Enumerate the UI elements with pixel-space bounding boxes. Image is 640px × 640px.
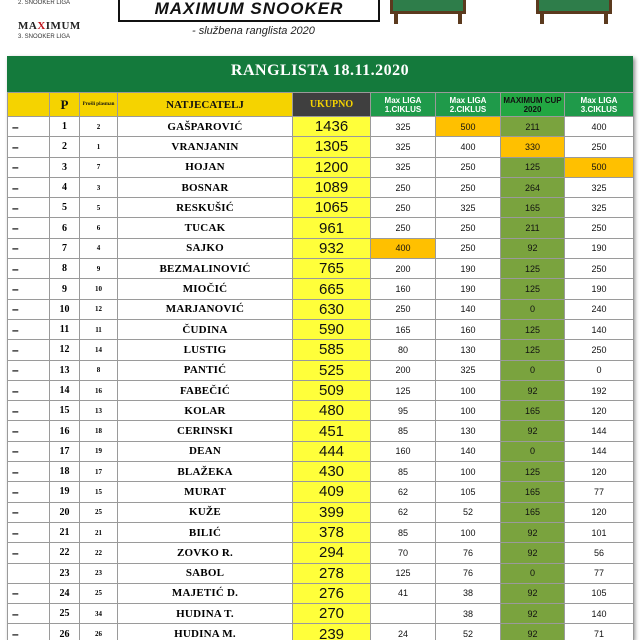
cup-points: 92 bbox=[501, 624, 565, 640]
position-cell: 10 bbox=[50, 299, 80, 319]
previous-position-cell: 6 bbox=[80, 218, 118, 238]
liga3-points: 56 bbox=[565, 543, 634, 563]
header-position: P bbox=[50, 93, 80, 117]
total-points: 1065 bbox=[293, 198, 371, 218]
total-points: 444 bbox=[293, 441, 371, 461]
liga2-points: 250 bbox=[436, 157, 501, 177]
position-cell: 16 bbox=[50, 421, 80, 441]
cup-points: 125 bbox=[501, 340, 565, 360]
liga1-points: 85 bbox=[371, 421, 436, 441]
competitor-name: MARJANOVIĆ bbox=[118, 299, 293, 319]
table-row bbox=[8, 401, 634, 421]
liga3-points: 120 bbox=[565, 401, 634, 421]
liga3-points: 144 bbox=[565, 421, 634, 441]
competitor-name: KUŽE bbox=[118, 502, 293, 522]
cup-points: 92 bbox=[501, 604, 565, 624]
cup-points: 165 bbox=[501, 198, 565, 218]
position-cell: 11 bbox=[50, 319, 80, 339]
position-cell: 5 bbox=[50, 198, 80, 218]
previous-position-cell: 3 bbox=[80, 177, 118, 197]
liga1-points: 62 bbox=[371, 482, 436, 502]
liga1-points: 85 bbox=[371, 522, 436, 542]
liga2-points: 325 bbox=[436, 360, 501, 380]
liga2-points: 190 bbox=[436, 279, 501, 299]
liga2-points: 130 bbox=[436, 421, 501, 441]
total-points: 430 bbox=[293, 462, 371, 482]
previous-position-cell: 26 bbox=[80, 624, 118, 640]
logo-top-caption: 2. SNOOKER LIGA bbox=[18, 0, 71, 6]
liga1-points: 160 bbox=[371, 279, 436, 299]
position-cell: 4 bbox=[50, 177, 80, 197]
table-row bbox=[8, 482, 634, 502]
liga3-points: 77 bbox=[565, 563, 634, 583]
competitor-name: HUDINA M. bbox=[118, 624, 293, 640]
position-cell: 20 bbox=[50, 502, 80, 522]
cup-points: 125 bbox=[501, 157, 565, 177]
table-header-row bbox=[8, 93, 634, 117]
table-row bbox=[8, 583, 634, 603]
table-row bbox=[8, 259, 634, 279]
previous-position-cell: 10 bbox=[80, 279, 118, 299]
trend-marker: – bbox=[8, 177, 50, 197]
liga3-points: 500 bbox=[565, 157, 634, 177]
table-row bbox=[8, 380, 634, 400]
liga3-points: 144 bbox=[565, 441, 634, 461]
competitor-name: MURAT bbox=[118, 482, 293, 502]
liga2-points: 190 bbox=[436, 259, 501, 279]
position-cell: 19 bbox=[50, 482, 80, 502]
position-cell: 17 bbox=[50, 441, 80, 461]
total-points: 399 bbox=[293, 502, 371, 522]
previous-position-cell: 23 bbox=[80, 563, 118, 583]
total-points: 932 bbox=[293, 238, 371, 258]
trend-marker: – bbox=[8, 360, 50, 380]
liga3-points: 190 bbox=[565, 238, 634, 258]
liga2-points: 100 bbox=[436, 522, 501, 542]
previous-position-cell: 25 bbox=[80, 583, 118, 603]
liga1-points: 160 bbox=[371, 441, 436, 461]
trend-marker: – bbox=[8, 299, 50, 319]
trend-marker: – bbox=[8, 421, 50, 441]
liga2-points: 100 bbox=[436, 401, 501, 421]
position-cell: 24 bbox=[50, 583, 80, 603]
table-row bbox=[8, 299, 634, 319]
trend-marker: – bbox=[8, 157, 50, 177]
cup-points: 92 bbox=[501, 543, 565, 563]
position-cell: 12 bbox=[50, 340, 80, 360]
table-leg bbox=[540, 14, 544, 24]
table-leg bbox=[604, 14, 608, 24]
cup-points: 165 bbox=[501, 482, 565, 502]
competitor-name: RESKUŠIĆ bbox=[118, 198, 293, 218]
liga2-points: 140 bbox=[436, 299, 501, 319]
liga2-points: 105 bbox=[436, 482, 501, 502]
liga1-points: 325 bbox=[371, 117, 436, 137]
liga1-points: 95 bbox=[371, 401, 436, 421]
trend-marker: – bbox=[8, 380, 50, 400]
position-cell: 25 bbox=[50, 604, 80, 624]
page-title: MAXIMUM SNOOKER bbox=[154, 0, 344, 18]
competitor-name: ZOVKO R. bbox=[118, 543, 293, 563]
liga1-points: 70 bbox=[371, 543, 436, 563]
liga3-points: 120 bbox=[565, 502, 634, 522]
liga1-points: 250 bbox=[371, 299, 436, 319]
competitor-name: HUDINA T. bbox=[118, 604, 293, 624]
table-row bbox=[8, 502, 634, 522]
previous-position-cell: 17 bbox=[80, 462, 118, 482]
ranking-body bbox=[8, 117, 634, 640]
liga2-points: 160 bbox=[436, 319, 501, 339]
position-cell: 15 bbox=[50, 401, 80, 421]
liga2-points: 400 bbox=[436, 137, 501, 157]
liga3-points: 105 bbox=[565, 583, 634, 603]
position-cell: 23 bbox=[50, 563, 80, 583]
competitor-name: DEAN bbox=[118, 441, 293, 461]
previous-position-cell: 5 bbox=[80, 198, 118, 218]
liga2-points: 325 bbox=[436, 198, 501, 218]
liga2-points: 500 bbox=[436, 117, 501, 137]
previous-position-cell: 1 bbox=[80, 137, 118, 157]
previous-position-cell: 11 bbox=[80, 319, 118, 339]
table-row bbox=[8, 157, 634, 177]
liga2-points: 250 bbox=[436, 218, 501, 238]
total-points: 1436 bbox=[293, 117, 371, 137]
previous-position-cell: 34 bbox=[80, 604, 118, 624]
cup-points: 165 bbox=[501, 401, 565, 421]
header-dash bbox=[8, 93, 50, 117]
previous-position-cell: 9 bbox=[80, 259, 118, 279]
liga1-points bbox=[371, 604, 436, 624]
liga3-points: 77 bbox=[565, 482, 634, 502]
cup-points: 0 bbox=[501, 360, 565, 380]
cup-points: 211 bbox=[501, 218, 565, 238]
position-cell: 9 bbox=[50, 279, 80, 299]
previous-position-cell: 21 bbox=[80, 522, 118, 542]
table-row bbox=[8, 522, 634, 542]
cup-points: 92 bbox=[501, 238, 565, 258]
position-cell: 14 bbox=[50, 380, 80, 400]
cup-points: 330 bbox=[501, 137, 565, 157]
header-previous: Prošli plasman bbox=[80, 93, 118, 117]
trend-marker: – bbox=[8, 462, 50, 482]
total-points: 239 bbox=[293, 624, 371, 640]
table-row bbox=[8, 624, 634, 640]
position-cell: 26 bbox=[50, 624, 80, 640]
position-cell: 21 bbox=[50, 522, 80, 542]
cup-points: 92 bbox=[501, 583, 565, 603]
liga1-points: 200 bbox=[371, 360, 436, 380]
liga3-points: 240 bbox=[565, 299, 634, 319]
page-header bbox=[0, 0, 640, 56]
trend-marker: – bbox=[8, 583, 50, 603]
table-row bbox=[8, 117, 634, 137]
header-cup: MAXIMUM CUP 2020 bbox=[501, 93, 565, 117]
liga2-points: 100 bbox=[436, 380, 501, 400]
liga2-points: 140 bbox=[436, 441, 501, 461]
table-leg bbox=[394, 14, 398, 24]
position-cell: 22 bbox=[50, 543, 80, 563]
liga2-points: 38 bbox=[436, 583, 501, 603]
liga3-points: 325 bbox=[565, 177, 634, 197]
liga3-points: 101 bbox=[565, 522, 634, 542]
competitor-name: PANTIĆ bbox=[118, 360, 293, 380]
cup-points: 0 bbox=[501, 299, 565, 319]
liga2-points: 250 bbox=[436, 177, 501, 197]
cup-points: 0 bbox=[501, 441, 565, 461]
total-points: 451 bbox=[293, 421, 371, 441]
liga2-points: 38 bbox=[436, 604, 501, 624]
total-points: 590 bbox=[293, 319, 371, 339]
previous-position-cell: 7 bbox=[80, 157, 118, 177]
competitor-name: MIOČIĆ bbox=[118, 279, 293, 299]
trend-marker: – bbox=[8, 238, 50, 258]
liga3-points: 250 bbox=[565, 218, 634, 238]
liga3-points: 400 bbox=[565, 117, 634, 137]
position-cell: 1 bbox=[50, 117, 80, 137]
trend-marker: – bbox=[8, 137, 50, 157]
cup-points: 264 bbox=[501, 177, 565, 197]
cup-points: 125 bbox=[501, 279, 565, 299]
position-cell: 13 bbox=[50, 360, 80, 380]
competitor-name: LUSTIG bbox=[118, 340, 293, 360]
previous-position-cell: 14 bbox=[80, 340, 118, 360]
cup-points: 92 bbox=[501, 421, 565, 441]
total-points: 1200 bbox=[293, 157, 371, 177]
liga1-points: 41 bbox=[371, 583, 436, 603]
previous-position-cell: 4 bbox=[80, 238, 118, 258]
total-points: 480 bbox=[293, 401, 371, 421]
liga3-points: 140 bbox=[565, 604, 634, 624]
liga3-points: 250 bbox=[565, 340, 634, 360]
competitor-name: CERINSKI bbox=[118, 421, 293, 441]
logo-mark-part: MA bbox=[18, 20, 38, 32]
total-points: 1089 bbox=[293, 177, 371, 197]
trend-marker: – bbox=[8, 604, 50, 624]
table-felt bbox=[536, 0, 612, 14]
competitor-name: KOLAR bbox=[118, 401, 293, 421]
total-points: 509 bbox=[293, 380, 371, 400]
header-liga1: Max LIGA 1.CIKLUS bbox=[371, 93, 436, 117]
competitor-name: BEZMALINOVIĆ bbox=[118, 259, 293, 279]
table-row bbox=[8, 279, 634, 299]
liga3-points: 192 bbox=[565, 380, 634, 400]
trend-marker: – bbox=[8, 441, 50, 461]
liga3-points: 71 bbox=[565, 624, 634, 640]
previous-position-cell: 13 bbox=[80, 401, 118, 421]
total-points: 378 bbox=[293, 522, 371, 542]
competitor-name: BOSNAR bbox=[118, 177, 293, 197]
total-points: 525 bbox=[293, 360, 371, 380]
snooker-table-icon bbox=[528, 0, 620, 24]
ranking-panel bbox=[7, 56, 633, 640]
cup-points: 125 bbox=[501, 259, 565, 279]
liga2-points: 52 bbox=[436, 624, 501, 640]
previous-position-cell: 25 bbox=[80, 502, 118, 522]
maximum-logo bbox=[18, 20, 81, 32]
cup-points: 92 bbox=[501, 522, 565, 542]
trend-marker: – bbox=[8, 624, 50, 640]
logo-sub-caption: 3. SNOOKER LIGA bbox=[18, 34, 71, 40]
cup-points: 165 bbox=[501, 502, 565, 522]
liga3-points: 325 bbox=[565, 198, 634, 218]
table-row bbox=[8, 441, 634, 461]
title-box bbox=[118, 0, 380, 22]
total-points: 765 bbox=[293, 259, 371, 279]
competitor-name: BLAŽEKA bbox=[118, 462, 293, 482]
table-row bbox=[8, 604, 634, 624]
trend-marker: – bbox=[8, 259, 50, 279]
total-points: 409 bbox=[293, 482, 371, 502]
competitor-name: ČUDINA bbox=[118, 319, 293, 339]
table-felt bbox=[390, 0, 466, 14]
trend-marker: – bbox=[8, 543, 50, 563]
liga2-points: 130 bbox=[436, 340, 501, 360]
trend-marker: – bbox=[8, 482, 50, 502]
header-total: UKUPNO bbox=[293, 93, 371, 117]
liga2-points: 76 bbox=[436, 543, 501, 563]
liga1-points: 250 bbox=[371, 177, 436, 197]
table-row bbox=[8, 319, 634, 339]
table-row bbox=[8, 421, 634, 441]
previous-position-cell: 12 bbox=[80, 299, 118, 319]
total-points: 1305 bbox=[293, 137, 371, 157]
logo-mark-x: X bbox=[37, 20, 46, 32]
table-row bbox=[8, 218, 634, 238]
competitor-name: HOJAN bbox=[118, 157, 293, 177]
liga1-points: 125 bbox=[371, 563, 436, 583]
table-row bbox=[8, 198, 634, 218]
page-subtitle: - službena ranglista 2020 bbox=[192, 25, 315, 37]
trend-marker: – bbox=[8, 218, 50, 238]
trend-marker: – bbox=[8, 117, 50, 137]
liga1-points: 400 bbox=[371, 238, 436, 258]
total-points: 270 bbox=[293, 604, 371, 624]
liga3-points: 190 bbox=[565, 279, 634, 299]
liga2-points: 100 bbox=[436, 462, 501, 482]
table-row bbox=[8, 238, 634, 258]
liga1-points: 325 bbox=[371, 137, 436, 157]
trend-marker bbox=[8, 563, 50, 583]
previous-position-cell: 8 bbox=[80, 360, 118, 380]
liga1-points: 200 bbox=[371, 259, 436, 279]
trend-marker: – bbox=[8, 319, 50, 339]
competitor-name: BILIĆ bbox=[118, 522, 293, 542]
table-row bbox=[8, 543, 634, 563]
liga1-points: 24 bbox=[371, 624, 436, 640]
trend-marker: – bbox=[8, 198, 50, 218]
total-points: 630 bbox=[293, 299, 371, 319]
liga1-points: 325 bbox=[371, 157, 436, 177]
position-cell: 8 bbox=[50, 259, 80, 279]
liga1-points: 165 bbox=[371, 319, 436, 339]
liga1-points: 85 bbox=[371, 462, 436, 482]
competitor-name: MAJETIĆ D. bbox=[118, 583, 293, 603]
total-points: 294 bbox=[293, 543, 371, 563]
position-cell: 3 bbox=[50, 157, 80, 177]
previous-position-cell: 16 bbox=[80, 380, 118, 400]
total-points: 276 bbox=[293, 583, 371, 603]
liga1-points: 125 bbox=[371, 380, 436, 400]
table-row bbox=[8, 462, 634, 482]
liga2-points: 250 bbox=[436, 238, 501, 258]
trend-marker: – bbox=[8, 522, 50, 542]
table-row bbox=[8, 340, 634, 360]
total-points: 278 bbox=[293, 563, 371, 583]
liga3-points: 0 bbox=[565, 360, 634, 380]
previous-position-cell: 18 bbox=[80, 421, 118, 441]
total-points: 585 bbox=[293, 340, 371, 360]
liga1-points: 80 bbox=[371, 340, 436, 360]
header-competitor: NATJECATELJ bbox=[118, 93, 293, 117]
trend-marker: – bbox=[8, 340, 50, 360]
liga1-points: 250 bbox=[371, 218, 436, 238]
position-cell: 6 bbox=[50, 218, 80, 238]
total-points: 665 bbox=[293, 279, 371, 299]
liga3-points: 120 bbox=[565, 462, 634, 482]
liga1-points: 250 bbox=[371, 198, 436, 218]
total-points: 961 bbox=[293, 218, 371, 238]
header-liga3: Max LIGA 3.CIKLUS bbox=[565, 93, 634, 117]
ranking-table bbox=[7, 92, 634, 640]
trend-marker: – bbox=[8, 279, 50, 299]
competitor-name: VRANJANIN bbox=[118, 137, 293, 157]
position-cell: 2 bbox=[50, 137, 80, 157]
cup-points: 125 bbox=[501, 462, 565, 482]
table-row bbox=[8, 177, 634, 197]
liga3-points: 250 bbox=[565, 137, 634, 157]
liga1-points: 62 bbox=[371, 502, 436, 522]
competitor-name: TUCAK bbox=[118, 218, 293, 238]
liga2-points: 76 bbox=[436, 563, 501, 583]
liga2-points: 52 bbox=[436, 502, 501, 522]
cup-points: 211 bbox=[501, 117, 565, 137]
table-leg bbox=[458, 14, 462, 24]
competitor-name: FABEČIĆ bbox=[118, 380, 293, 400]
ranking-title: RANGLISTA 18.11.2020 bbox=[230, 62, 410, 79]
snooker-table-icon bbox=[382, 0, 474, 24]
previous-position-cell: 22 bbox=[80, 543, 118, 563]
header-liga2: Max LIGA 2.CIKLUS bbox=[436, 93, 501, 117]
table-row bbox=[8, 137, 634, 157]
competitor-name: SAJKO bbox=[118, 238, 293, 258]
competitor-name: GAŠPAROVIĆ bbox=[118, 117, 293, 137]
trend-marker: – bbox=[8, 502, 50, 522]
logo-mark-part: IMUM bbox=[45, 20, 81, 32]
previous-position-cell: 19 bbox=[80, 441, 118, 461]
cup-points: 125 bbox=[501, 319, 565, 339]
liga3-points: 250 bbox=[565, 259, 634, 279]
cup-points: 0 bbox=[501, 563, 565, 583]
trend-marker: – bbox=[8, 401, 50, 421]
competitor-name: SABOL bbox=[118, 563, 293, 583]
position-cell: 7 bbox=[50, 238, 80, 258]
liga3-points: 140 bbox=[565, 319, 634, 339]
previous-position-cell: 2 bbox=[80, 117, 118, 137]
previous-position-cell: 15 bbox=[80, 482, 118, 502]
table-row bbox=[8, 563, 634, 583]
table-row bbox=[8, 360, 634, 380]
position-cell: 18 bbox=[50, 462, 80, 482]
cup-points: 92 bbox=[501, 380, 565, 400]
